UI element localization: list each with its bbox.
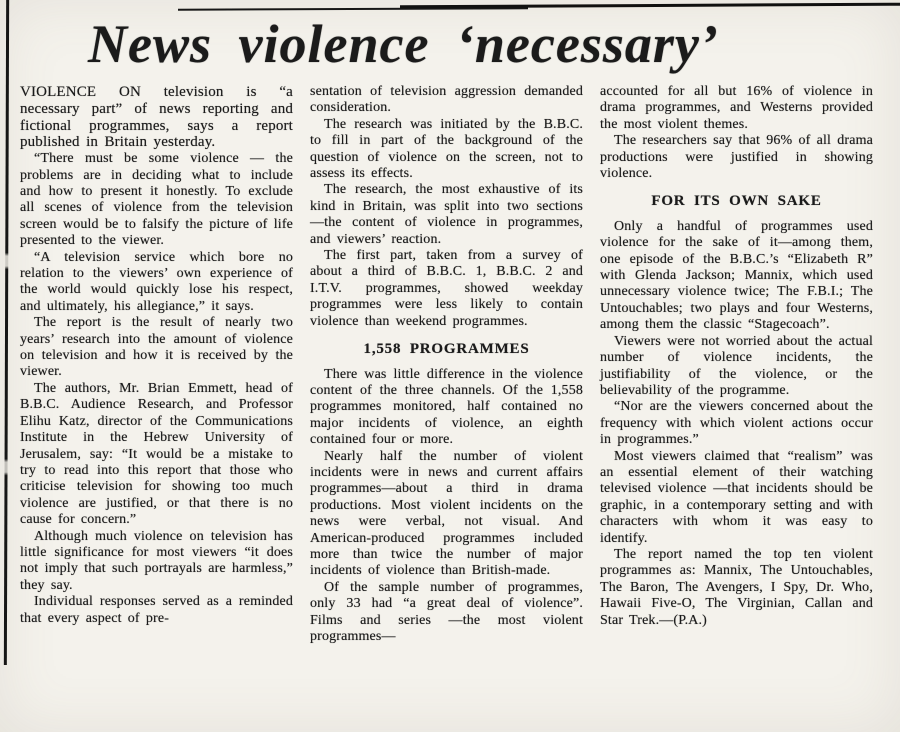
paragraph: The report named the top ten violent programmes as: Mannix, The Untouchables, The Baron, The Avengers, I Spy, Dr. Who, Hawaii Five-O, The Virginian, Callan and Star Trek.—(P.A.) <box>600 546 873 628</box>
paragraph: “A television service which bore no relation to the viewers’ own experience of the world would quickly lose his respect, and ultimately, his allegiance,” it says. <box>20 249 293 314</box>
paragraph: Most viewers claimed that “realism” was an essential element of their watching televised violence —that incidents should be graphic, in a contemporary setting and with characters with whom it was easy to identify. <box>600 448 873 546</box>
article-column-3 <box>600 84 873 645</box>
section-subhead-own-sake: FOR ITS OWN SAKE <box>651 193 822 210</box>
paragraph: The authors, Mr. Brian Emmett, head of B.B.C. Audience Research, and Professor Elihu Katz, director of the Communications Institute in the Hebrew University of Jerusalem, say: “It would be a mistake to try to read into this report that those who criticise television for showing too much violence are justified, or that there is no cause for concern.” <box>20 380 293 528</box>
paragraph: Nearly half the number of violent incidents were in news and current affairs programmes—about a third in drama productions. Most violent incidents on the news were verbal, not visual. And American-produced programmes included more than twice the number of major incidents of violence than British-made. <box>310 448 583 579</box>
article-column-1 <box>20 84 293 645</box>
paragraph: Individual responses served as a reminded that every aspect of pre- <box>20 594 293 626</box>
top-rule-divider <box>400 3 900 9</box>
paragraph: There was little difference in the violence content of the three channels. Of the 1,558 programmes monitored, half contained no major incidents of violence, an eighth contained four or more. <box>310 366 583 448</box>
paragraph: Of the sample number of programmes, only 33 had “a great deal of violence”. Films and series —the most violent programmes— <box>310 579 583 644</box>
paragraph: Although much violence on television has little significance for most viewers “it does not imply that such portrayals are harmless,” they say. <box>20 528 293 593</box>
section-subhead-programmes: 1,558 PROGRAMMES <box>363 341 530 358</box>
continuation-paragraph: accounted for all but 16% of violence in drama programmes, and Westerns provided the most violent themes. <box>600 84 873 132</box>
paragraph: The first part, taken from a survey of about a third of B.B.C. 1, B.B.C. 2 and I.T.V. programmes, showed weekday programmes were less likely to contain violence than weekend programmes. <box>310 248 583 329</box>
paragraph: The research, the most exhaustive of its kind in Britain, was split into two sections—the content of violence in programmes, and viewers’ reaction. <box>310 182 583 247</box>
paragraph: “Nor are the viewers concerned about the frequency with which violent actions occur in programmes.” <box>600 399 873 448</box>
continuation-paragraph: sentation of television aggression demanded consideration. <box>310 84 583 116</box>
lead-paragraph: VIOLENCE ON television is “a necessary part” of news reporting and fictional programmes, says a report published in Britain yesterday. <box>20 84 293 151</box>
paragraph: Only a handful of programmes used violence for the sake of it—among them, one episode of the B.B.C.’s “Elizabeth R” with Glenda Jackson; Mannix, which used unnecessary violence twice; The F.B.I.; The Untouchables; two plays and four Westerns, among them the classic “Stagecoach”. <box>600 218 873 333</box>
paragraph: Viewers were not worried about the actual number of violence incidents, the justifiability of the violence, or the believability of the programme. <box>600 333 873 398</box>
paragraph: The report is the result of nearly two years’ research into the amount of violence on television and how it is received by the viewer. <box>20 315 293 380</box>
article-headline: News violence ‘necessary’ <box>88 14 719 74</box>
paragraph: The researchers say that 96% of all drama productions were justified in showing violence. <box>600 133 873 182</box>
article-column-2 <box>310 84 583 645</box>
paragraph: The research was initiated by the B.B.C. to fill in part of the background of the question of violence on the screen, not to assess its effects. <box>310 116 583 182</box>
paragraph: “There must be some violence — the problems are in deciding what to include and how to present it honestly. To exclude all scenes of violence from the television screen would be to falsify the picture of life presented to the viewer. <box>20 151 293 249</box>
article-columns <box>0 84 900 645</box>
